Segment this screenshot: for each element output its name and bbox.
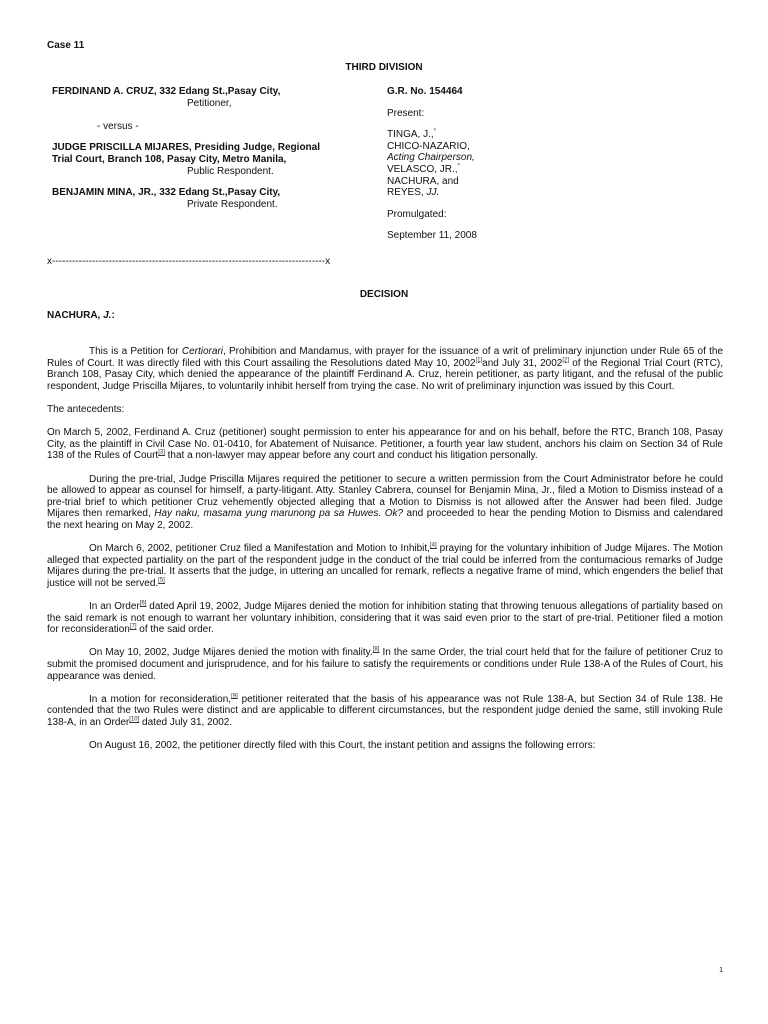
petitioner-role: Petitioner,: [187, 97, 232, 109]
footnote-ref-8[interactable]: [8]: [372, 647, 380, 654]
decision-heading: DECISION: [359, 289, 409, 300]
justice-velasco: VELASCO, JR.,*: [387, 163, 460, 175]
promulgated-label: Promulgated:: [387, 208, 447, 220]
justice-tinga: TINGA, J.,*: [387, 128, 437, 141]
page-number: 1: [719, 967, 723, 974]
public-respondent-role: Public Respondent.: [187, 165, 274, 177]
paragraph-2: The antecedents:: [47, 403, 125, 415]
justice-reyes: REYES, JJ.: [387, 187, 440, 199]
acting-chairperson-note: Acting Chairperson,: [387, 152, 475, 164]
paragraph-7: On May 10, 2002, Judge Mijares denied the motion with finality.[8] In the same Order, the trial court held that for the failure of petitioner Cruz to submit the promised document and jurisprudence, and for his failure to satisfy the requirements or conditions under Rule 138-A of the Rules of Court, his appearance was denied.: [47, 647, 723, 682]
public-respondent-name-1: JUDGE PRISCILLA MIJARES, Presiding Judge, Regional: [52, 142, 321, 154]
footnote-ref-4[interactable]: [4]: [429, 542, 437, 549]
case-details-column: [387, 86, 587, 242]
promulgation-date: September 11, 2008: [387, 230, 477, 242]
paragraph-1: This is a Petition for Certiorari, Prohibition and Mandamus, with prayer for the issuance of a writ of preliminary injunction under Rule 65 of the Rules of Court. It was directly filed with this Court assailing the Resolutions dated May 10, 2002[1]and July 31, 2002[2] of the Regional Trial Court (RTC), Branch 108, Pasay City, which denied the appearance of the plaintiff Ferdinand A. Cruz, herein petitioner, as party litigant, and the refusal of the public respondent, Judge Priscilla Mijares, to voluntarily inhibit herself from trying the case. No writ of preliminary injunction was issued by this Court.: [47, 346, 724, 392]
case-label: Case 11: [47, 40, 85, 51]
paragraph-4: During the pre-trial, Judge Priscilla Mijares required the petitioner to secure a written permission from the Court Administrator before he could be allowed to appear as counsel for himself, a party-litigant. Atty. Stanley Cabrera, counsel for Benjamin Mina, Jr., filed a Motion to Dismiss instead of a pre-trial brief to which petitioner Cruz vehemently objected alleging that a Motion to Dismiss is not allowed after the Answer had been filed. Judge Mijares then remarked, Hay naku, masama yung marunong pa sa Huwes. Ok? and proceeded to hear the pending Motion to Dismiss and calendared the next hearing on May 2, 2002.: [47, 473, 723, 531]
public-respondent-name-2: Trial Court, Branch 108, Pasay City, Metro Manila,: [52, 153, 287, 165]
petitioner-name: FERDINAND A. CRUZ, 332 Edang St.,Pasay City,: [52, 86, 281, 97]
versus-label: - versus -: [97, 120, 139, 132]
gr-number: G.R. No. 154464: [387, 86, 463, 97]
paragraph-8: In a motion for reconsideration,[9] petitioner reiterated that the basis of his appearance was not Rule 138-A, but Section 34 of Rule 138. He contended that the two Rules were distinct and are applicable to different circumstances, but the respondent judge denied the same, still invoking Rule 138-A, in an Order[10] dated July 31, 2002.: [47, 693, 723, 728]
justice-nachura: NACHURA, and: [387, 175, 459, 187]
separator-line: x----------------------------------------------------------------------------------x: [47, 256, 331, 267]
footnote-ref-5[interactable]: [5]: [158, 577, 165, 584]
justice-chico-nazario: CHICO-NAZARIO,: [387, 140, 470, 152]
paragraph-9: On August 16, 2002, the petitioner directly filed with this Court, the instant petition and assigns the following errors:: [89, 740, 596, 752]
footnote-ref-1[interactable]: [1]: [475, 357, 483, 364]
present-label: Present:: [387, 107, 425, 119]
ponente-label: NACHURA, J.:: [47, 310, 115, 321]
decision-body: [47, 346, 723, 763]
footnote-ref-9[interactable]: [9]: [231, 693, 238, 700]
private-respondent-role: Private Respondent.: [187, 198, 278, 210]
footnote-ref-2[interactable]: [2]: [562, 357, 569, 364]
private-respondent-name: BENJAMIN MINA, JR., 332 Edang St.,Pasay City,: [52, 187, 281, 199]
paragraph-5: On March 6, 2002, petitioner Cruz filed a Manifestation and Motion to Inhibit,[4] praying for the voluntary inhibition of Judge Mijares. The Motion alleged that expected partiality on the part of the respondent judge in the conduct of the trial could be inferred from the contumacious remarks of Judge Mijares during the pre-trial. It asserts that the judge, in uttering an uncalled for remark, reflects a negative frame of mind, which engenders the belief that justice will not be served.[5]: [47, 542, 723, 589]
footnote-ref-10[interactable]: [10]: [129, 716, 140, 723]
footnote-ref-7[interactable]: [7]: [129, 623, 137, 630]
footnote-ref-3[interactable]: [3]: [158, 450, 165, 457]
footnote-ref-6[interactable]: [6]: [139, 600, 147, 607]
parties-block: [52, 86, 372, 210]
division-heading: THIRD DIVISION: [345, 62, 423, 73]
paragraph-3: On March 5, 2002, Ferdinand A. Cruz (petitioner) sought permission to enter his appearance for and on his behalf, before the RTC, Branch 108, Pasay City, as the plaintiff in Civil Case No. 01-0410, for Abatement of Nuisance. Petitioner, a fourth year law student, anchors his claim on Section 34 of Rule 138 of the Rules of Court[3] that a non-lawyer may appear before any court and conduct his litigation personally.: [47, 427, 723, 462]
paragraph-6: In an Order[6] dated April 19, 2002, Judge Mijares denied the motion for inhibition stating that throwing tenuous allegations of partiality based on the said remark is not enough to warrant her voluntary inhibition, considering that it was said even prior to the start of pre-trial. Petitioner filed a motion for reconsideration[7] of the said order.: [47, 600, 723, 636]
